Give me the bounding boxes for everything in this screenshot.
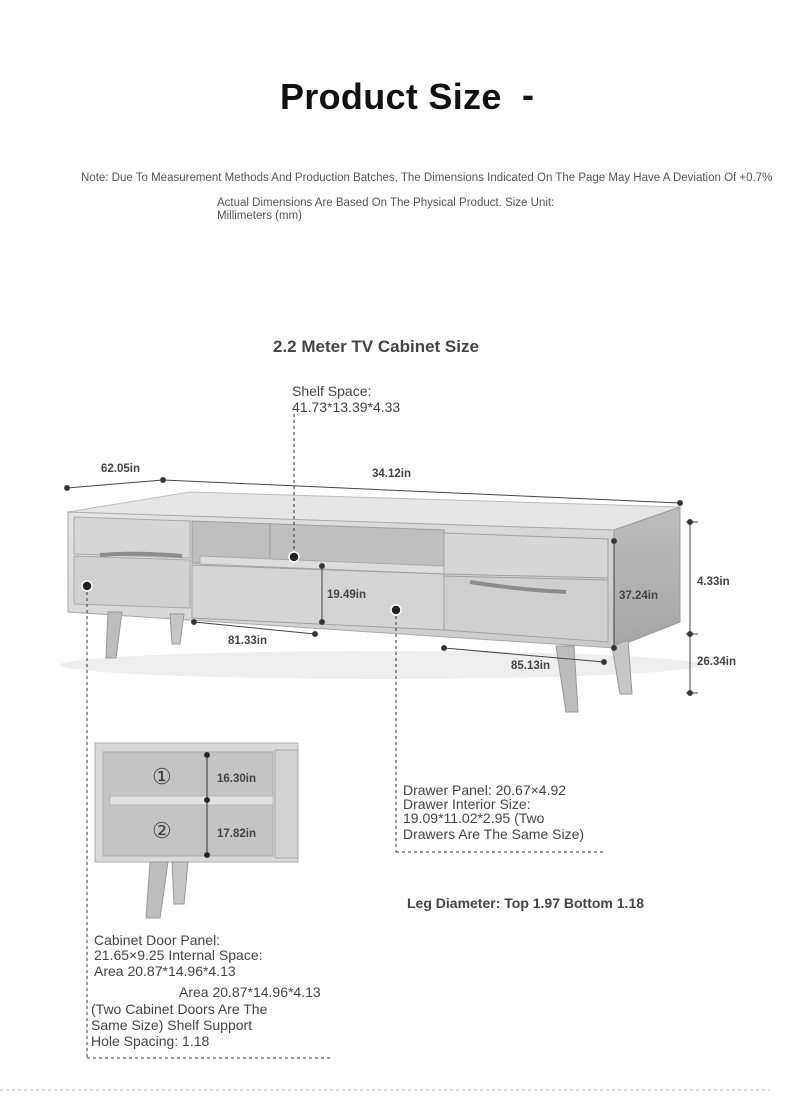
shelf-space-value: 41.73*13.39*4.33 — [292, 399, 401, 415]
cabinet-door-line-1: Cabinet Door Panel: — [94, 932, 221, 948]
right-drawer-lower — [444, 576, 608, 642]
dim-16-30: 16.30in — [217, 773, 256, 785]
note-line-2: Actual Dimensions Are Based On The Physical Product. Size Unit: — [217, 197, 555, 209]
cabinet-door-callout-a — [94, 934, 263, 979]
dim-26-34: 26.34in — [697, 656, 736, 668]
dim-85-13: 85.13in — [511, 660, 550, 672]
cabinet-door-callout-b — [91, 1001, 267, 1049]
dim-4-33: 4.33in — [697, 576, 730, 588]
middle-drawer — [192, 565, 444, 630]
note-line-3: Millimeters (mm) — [217, 210, 302, 222]
page-title: Product Size — [280, 76, 502, 117]
leg-front-right — [556, 646, 578, 712]
compartment-marker-2: ② — [152, 818, 172, 843]
shelf-space-label: Shelf Space: — [292, 383, 372, 399]
cabinet-door-line-4: Area 20.87*14.96*4.13 — [179, 984, 321, 1000]
dim-37-24: 37.24in — [619, 590, 658, 602]
drawer-callout — [403, 782, 584, 842]
dim-17-82: 17.82in — [217, 828, 256, 840]
drawer-same-text: Drawers Are The Same Size) — [403, 826, 585, 842]
dim-34-12: 34.12in — [372, 468, 411, 480]
right-drawer-upper — [444, 533, 608, 578]
drawer-interior-text: Drawer Interior Size: — [403, 796, 531, 812]
cabinet-door-line-3: Area 20.87*14.96*4.13 — [94, 963, 236, 979]
dim-81-33: 81.33in — [228, 635, 267, 647]
section-subtitle: 2.2 Meter TV Cabinet Size — [273, 337, 479, 356]
inset-cabinet-detail — [95, 743, 298, 920]
shelf-space-callout — [292, 383, 400, 415]
measurement-note: Note: Due To Measurement Methods And Production Batches, The Dimensions Indicated On The Page May Have A Deviation Of +0.7% — [81, 172, 773, 184]
leg-front-left — [106, 612, 122, 658]
title-dash: - — [522, 74, 534, 115]
left-door-handle — [100, 554, 182, 556]
leg-back-left — [170, 614, 184, 644]
cabinet-door-line-7: Hole Spacing: 1.18 — [91, 1033, 210, 1049]
compartment-marker-1: ① — [152, 764, 172, 789]
cabinet-door-line-5: (Two Cabinet Doors Are The — [91, 1001, 268, 1017]
cabinet-door-line-2: 21.65×9.25 Internal Space: — [94, 947, 263, 963]
dim-62-05: 62.05in — [101, 463, 140, 475]
cabinet-side — [614, 507, 680, 648]
leg-diameter-text: Leg Diameter: Top 1.97 Bottom 1.18 — [407, 895, 645, 911]
dim-19-49: 19.49in — [327, 589, 366, 601]
drawer-panel-text: Drawer Panel: 20.67×4.92 — [403, 782, 567, 798]
cabinet-door-line-6: Same Size) Shelf Support — [91, 1017, 253, 1033]
drawer-interior-value: 19.09*11.02*2.95 (Two — [403, 810, 545, 826]
left-door-lower — [74, 556, 190, 608]
